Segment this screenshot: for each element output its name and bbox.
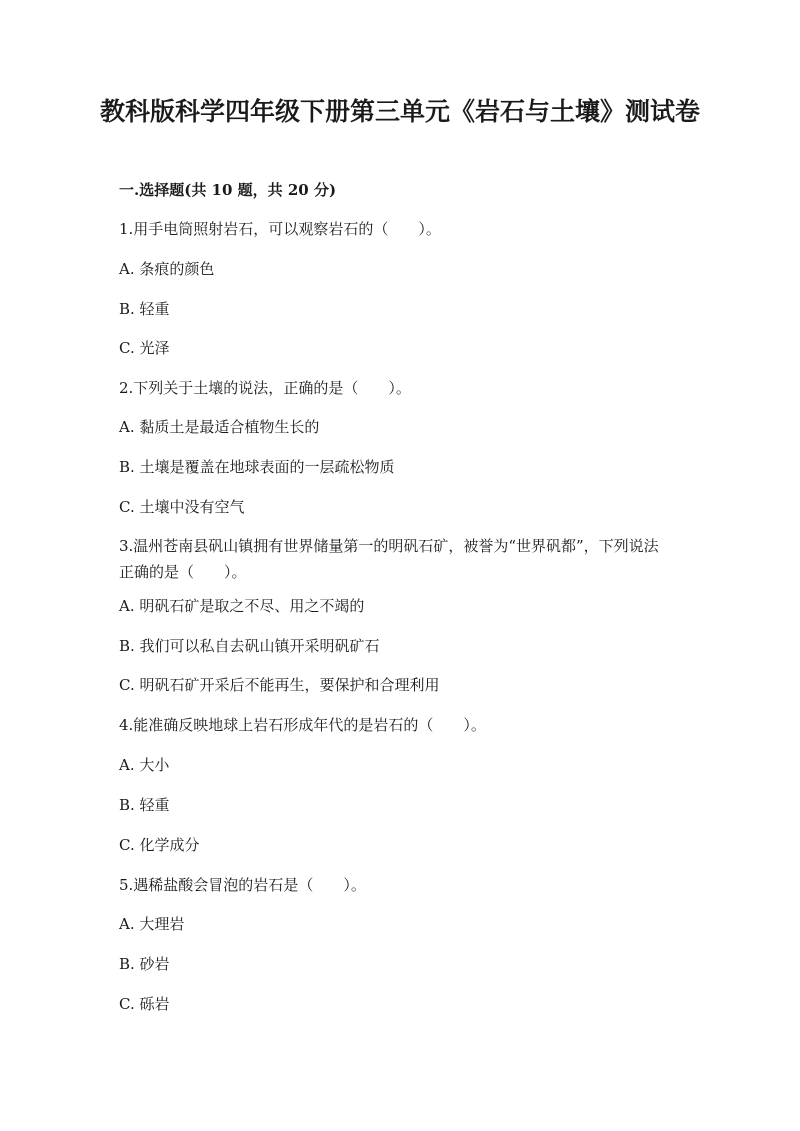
question-option: B. 我们可以私自去矾山镇开采明矾矿石 [119,637,380,655]
question-option: B. 土壤是覆盖在地球表面的一层疏松物质 [119,458,395,476]
question-option: C. 化学成分 [119,836,200,854]
question-option: A. 黏质土是最适合植物生长的 [119,418,320,436]
question-option: C. 明矾石矿开采后不能再生，要保护和合理利用 [119,676,440,694]
question-option: C. 砾岩 [119,995,170,1013]
section-heading: 一.选择题(共 10 题，共 20 分) [119,181,337,199]
question-stem: 4.能准确反映地球上岩石形成年代的是岩石的（ ）。 [119,716,486,734]
question-stem: 2.下列关于土壤的说法，正确的是（ ）。 [119,379,411,397]
page-title: 教科版科学四年级下册第三单元《岩石与土壤》测试卷 [100,97,701,126]
question-stem: 1.用手电筒照射岩石，可以观察岩石的（ ）。 [119,220,441,238]
question-stem: 3.温州苍南县矾山镇拥有世界储量第一的明矾石矿，被誉为“世界矾都”，下列说法正确的是（ ）。 [119,537,659,581]
question-option: C. 光泽 [119,339,170,357]
question-option: C. 土壤中没有空气 [119,498,245,516]
question-option: A. 大理岩 [119,915,185,933]
question-option: B. 砂岩 [119,955,170,973]
question-option: A. 条痕的颜色 [119,260,215,278]
question-option: B. 轻重 [119,300,170,318]
question-option: A. 明矾石矿是取之不尽、用之不竭的 [119,597,365,615]
question-option: A. 大小 [119,756,170,774]
question-stem: 5.遇稀盐酸会冒泡的岩石是（ ）。 [119,876,366,894]
question-option: B. 轻重 [119,796,170,814]
